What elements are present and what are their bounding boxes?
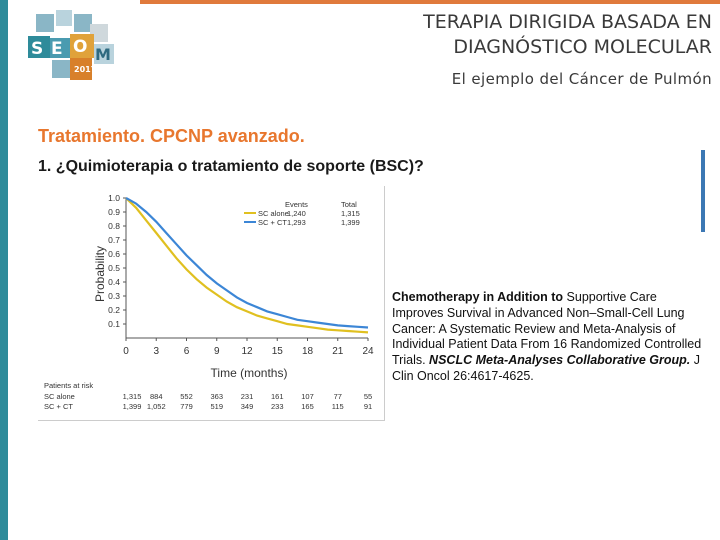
reference-citation — [392, 290, 710, 385]
y-tick-label: 1.0 — [108, 193, 120, 203]
seom-logo — [22, 8, 122, 88]
citation-title-start: Chemotherapy in Addition to — [392, 290, 564, 304]
y-tick-label: 0.2 — [108, 305, 120, 315]
svg-text:2017: 2017 — [74, 65, 97, 74]
y-axis-label: Probability — [93, 245, 107, 303]
x-tick-label: 24 — [362, 346, 374, 357]
legend — [244, 200, 360, 227]
top-accent-line — [140, 0, 720, 4]
y-tick-label: 0.6 — [108, 249, 120, 259]
at-risk-value: 161 — [270, 392, 284, 401]
at-risk-value: 233 — [270, 402, 284, 411]
title-line-1: TERAPIA DIRIGIDA BASADA EN — [423, 11, 712, 33]
legend-label-sc-alone: SC alone — [258, 209, 289, 218]
x-tick-label: 0 — [123, 346, 129, 357]
legend-label-sc-ct: SC + CT — [258, 218, 287, 227]
at-risk-value: 1,052 — [146, 402, 166, 411]
question-heading: 1. ¿Quimioterapia o tratamiento de soporte (BSC)? — [38, 158, 424, 175]
series-line-sc-alone — [126, 198, 368, 332]
y-tick-label: 0.9 — [108, 207, 120, 217]
slide-subtitle: El ejemplo del Cáncer de Pulmón — [451, 70, 712, 88]
x-tick-label: 21 — [332, 346, 344, 357]
y-tick-label: 0.8 — [108, 221, 120, 231]
at-risk-value: 552 — [180, 392, 193, 401]
series-line-sc-ct — [126, 198, 368, 328]
at-risk-row-name: SC alone — [44, 392, 75, 401]
title-line-2: DIAGNÓSTICO MOLECULAR — [453, 36, 712, 58]
at-risk-value: 519 — [210, 402, 224, 411]
svg-text:M: M — [95, 45, 111, 64]
x-tick-label: 6 — [183, 346, 190, 357]
citation-authors: NSCLC Meta-Analyses Collaborative Group. — [425, 353, 691, 368]
x-tick-label: 12 — [241, 346, 253, 357]
slide-title — [272, 10, 712, 60]
survival-chart — [38, 186, 385, 421]
x-tick-label: 18 — [301, 346, 314, 357]
legend-events-sc-ct: 1,293 — [287, 218, 306, 227]
at-risk-value: 363 — [210, 392, 224, 401]
legend-events-sc-alone: 1,240 — [287, 209, 306, 218]
y-tick-label: 0.5 — [108, 263, 120, 273]
section-title: Tratamiento. CPCNP avanzado. — [38, 126, 305, 146]
legend-total-sc-alone: 1,315 — [341, 209, 360, 218]
y-tick-label: 0.7 — [108, 235, 120, 245]
citation-title-rest: Supportive Care Improves Survival in Advanced Non–Small-Cell Lung Cancer: A Systematic Review and Meta-Analysis of Individual Patient Data From 16 Randomized Controlled Trials. — [392, 290, 702, 368]
at-risk-value: 1,315 — [122, 392, 142, 401]
at-risk-table — [44, 381, 372, 411]
at-risk-value: 1,399 — [122, 402, 142, 411]
at-risk-label: Patients at risk — [44, 381, 94, 390]
at-risk-row-name: SC + CT — [44, 402, 73, 411]
legend-total-sc-ct: 1,399 — [341, 218, 360, 227]
at-risk-value: 779 — [180, 402, 193, 411]
at-risk-value: 231 — [240, 392, 254, 401]
citation-journal: J Clin Oncol 26:4617-4625. — [392, 353, 700, 383]
x-axis-label: Time (months) — [210, 366, 288, 380]
x-tick-label: 9 — [213, 346, 220, 357]
at-risk-value: 107 — [301, 392, 314, 401]
x-tick-label: 3 — [153, 346, 160, 357]
left-accent-bar — [0, 0, 8, 540]
y-tick-label: 0.4 — [108, 277, 120, 287]
legend-header-total: Total — [341, 200, 357, 209]
at-risk-value: 115 — [331, 402, 344, 411]
svg-text:S: S — [31, 39, 44, 59]
at-risk-value: 77 — [333, 392, 342, 401]
svg-text:E: E — [51, 39, 63, 59]
right-deco-bar — [701, 150, 705, 232]
x-tick-label: 15 — [271, 346, 283, 357]
svg-text:O: O — [73, 37, 88, 57]
at-risk-value: 55 — [363, 392, 373, 401]
at-risk-value: 165 — [301, 402, 314, 411]
at-risk-value: 349 — [240, 402, 254, 411]
legend-header-events: Events — [285, 200, 308, 209]
at-risk-value: 91 — [363, 402, 373, 411]
at-risk-value: 884 — [149, 392, 163, 401]
y-tick-label: 0.3 — [108, 291, 120, 301]
y-tick-label: 0.1 — [108, 319, 120, 329]
